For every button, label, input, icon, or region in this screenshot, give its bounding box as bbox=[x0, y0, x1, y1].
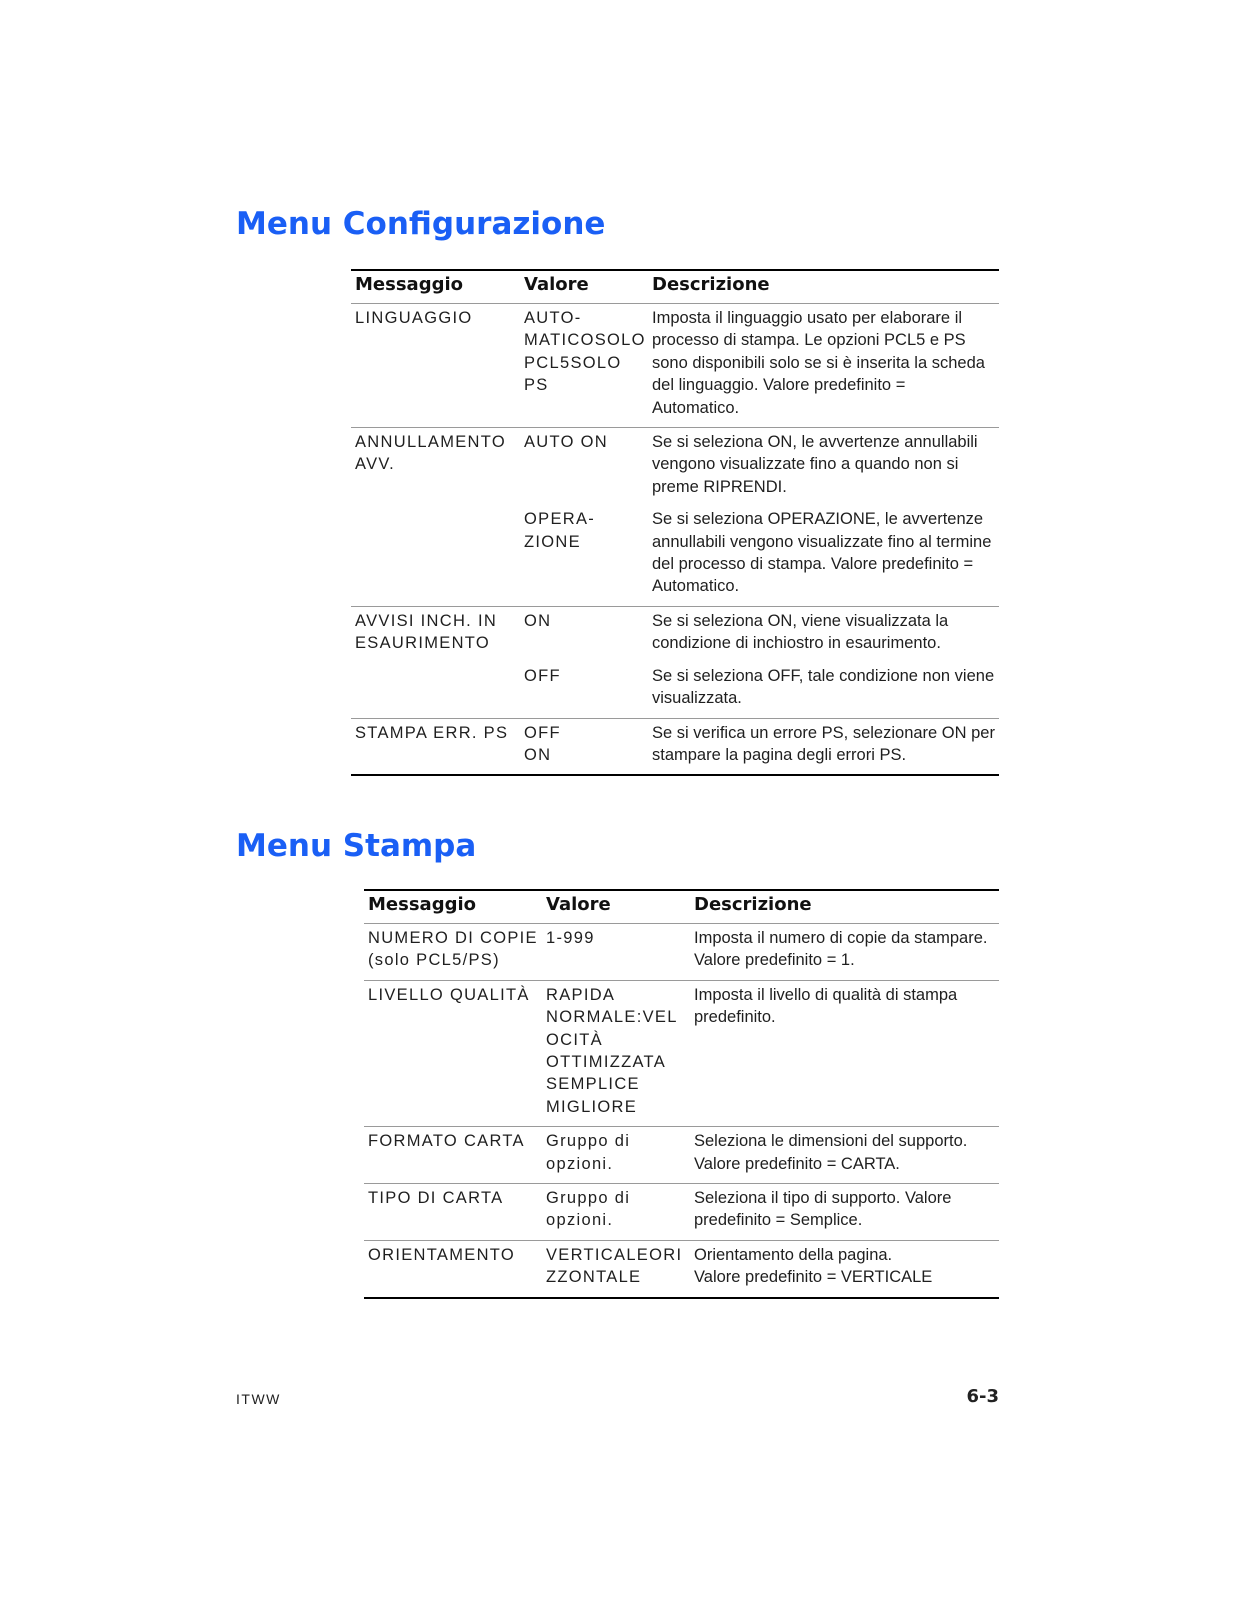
value-cell: Gruppo di opzioni. bbox=[542, 1127, 690, 1184]
table-row bbox=[351, 663, 999, 718]
footer-page-number: 6-3 bbox=[966, 1386, 999, 1407]
column-header-messaggio: Messaggio bbox=[364, 890, 542, 924]
column-header-valore: Valore bbox=[542, 890, 690, 924]
column-header-valore: Valore bbox=[520, 270, 648, 304]
description-cell: Orientamento della pagina. Valore predefinito = VERTICALE bbox=[690, 1240, 999, 1297]
value-cell: ON bbox=[520, 606, 648, 662]
table-row bbox=[351, 506, 999, 606]
column-header-descrizione: Descrizione bbox=[690, 890, 999, 924]
section-title-configurazione: Menu Configurazione bbox=[236, 206, 606, 242]
description-cell: Seleziona il tipo di supporto. Valore predefinito = Semplice. bbox=[690, 1184, 999, 1241]
column-header-descrizione: Descrizione bbox=[648, 270, 999, 304]
message-cell: AVVISI INCH. IN ESAURIMENTO bbox=[351, 606, 520, 662]
description-cell: Imposta il linguaggio usato per elaborare il processo di stampa. Le opzioni PCL5 e PS sono disponibili solo se si è inserita la scheda del linguaggio. Valore predefinito = Automatico. bbox=[648, 304, 999, 428]
value-cell: OFF ON bbox=[520, 718, 648, 775]
message-cell: TIPO DI CARTA bbox=[364, 1184, 542, 1241]
description-cell: Se si seleziona ON, viene visualizzata la condizione di inchiostro in esaurimento. bbox=[648, 606, 999, 662]
value-cell: VERTICALEORI ZZONTALE bbox=[542, 1240, 690, 1297]
description-cell: Seleziona le dimensioni del supporto. Valore predefinito = CARTA. bbox=[690, 1127, 999, 1184]
table-row bbox=[351, 304, 999, 428]
message-cell: NUMERO DI COPIE (solo PCL5/PS) bbox=[364, 924, 542, 981]
print-menu-table bbox=[364, 889, 999, 1299]
table-row bbox=[351, 718, 999, 775]
footer-doc-code: ITWW bbox=[236, 1391, 281, 1407]
message-cell: STAMPA ERR. PS bbox=[351, 718, 520, 775]
message-cell: LINGUAGGIO bbox=[351, 304, 520, 428]
description-cell: Se si verifica un errore PS, selezionare ON per stampare la pagina degli errori PS. bbox=[648, 718, 999, 775]
table-row bbox=[351, 428, 999, 507]
message-cell: LIVELLO QUALITÀ bbox=[364, 980, 542, 1126]
description-cell: Se si seleziona OPERAZIONE, le avvertenze annullabili vengono visualizzate fino al termine del processo di stampa. Valore predefinito = Automatico. bbox=[652, 510, 992, 596]
config-menu-table bbox=[351, 269, 999, 776]
description-cell: Se si seleziona ON, le avvertenze annullabili vengono visualizzate fino a quando non si preme RIPRENDI. bbox=[648, 428, 999, 507]
value-cell: OFF bbox=[524, 666, 561, 685]
message-cell: ORIENTAMENTO bbox=[364, 1240, 542, 1297]
value-cell: 1-999 bbox=[542, 924, 690, 981]
value-cell: AUTO ON bbox=[520, 428, 648, 507]
table-row bbox=[364, 1240, 999, 1297]
section-title-stampa: Menu Stampa bbox=[236, 828, 477, 864]
message-cell bbox=[351, 663, 520, 718]
value-cell: Gruppo di opzioni. bbox=[542, 1184, 690, 1241]
table-row bbox=[364, 1184, 999, 1241]
value-cell: OPERA- ZIONE bbox=[524, 510, 596, 551]
description-cell: Imposta il numero di copie da stampare. Valore predefinito = 1. bbox=[690, 924, 999, 981]
table-row bbox=[364, 980, 999, 1126]
table-header-row bbox=[364, 890, 999, 924]
table-header-row bbox=[351, 270, 999, 304]
description-cell: Se si seleziona OFF, tale condizione non viene visualizzata. bbox=[652, 666, 995, 708]
table-row bbox=[364, 924, 999, 981]
table-row bbox=[351, 606, 999, 662]
table-row bbox=[364, 1127, 999, 1184]
message-cell bbox=[351, 506, 520, 606]
value-cell: RAPIDA NORMALE:VEL OCITÀ OTTIMIZZATA SEMPLICE MIGLIORE bbox=[542, 980, 690, 1126]
message-cell: ANNULLAMENTO AVV. bbox=[351, 428, 520, 507]
value-cell: AUTO- MATICOSOLO PCL5SOLO PS bbox=[520, 304, 648, 428]
description-cell: Imposta il livello di qualità di stampa predefinito. bbox=[690, 980, 999, 1126]
column-header-messaggio: Messaggio bbox=[351, 270, 520, 304]
message-cell: FORMATO CARTA bbox=[364, 1127, 542, 1184]
